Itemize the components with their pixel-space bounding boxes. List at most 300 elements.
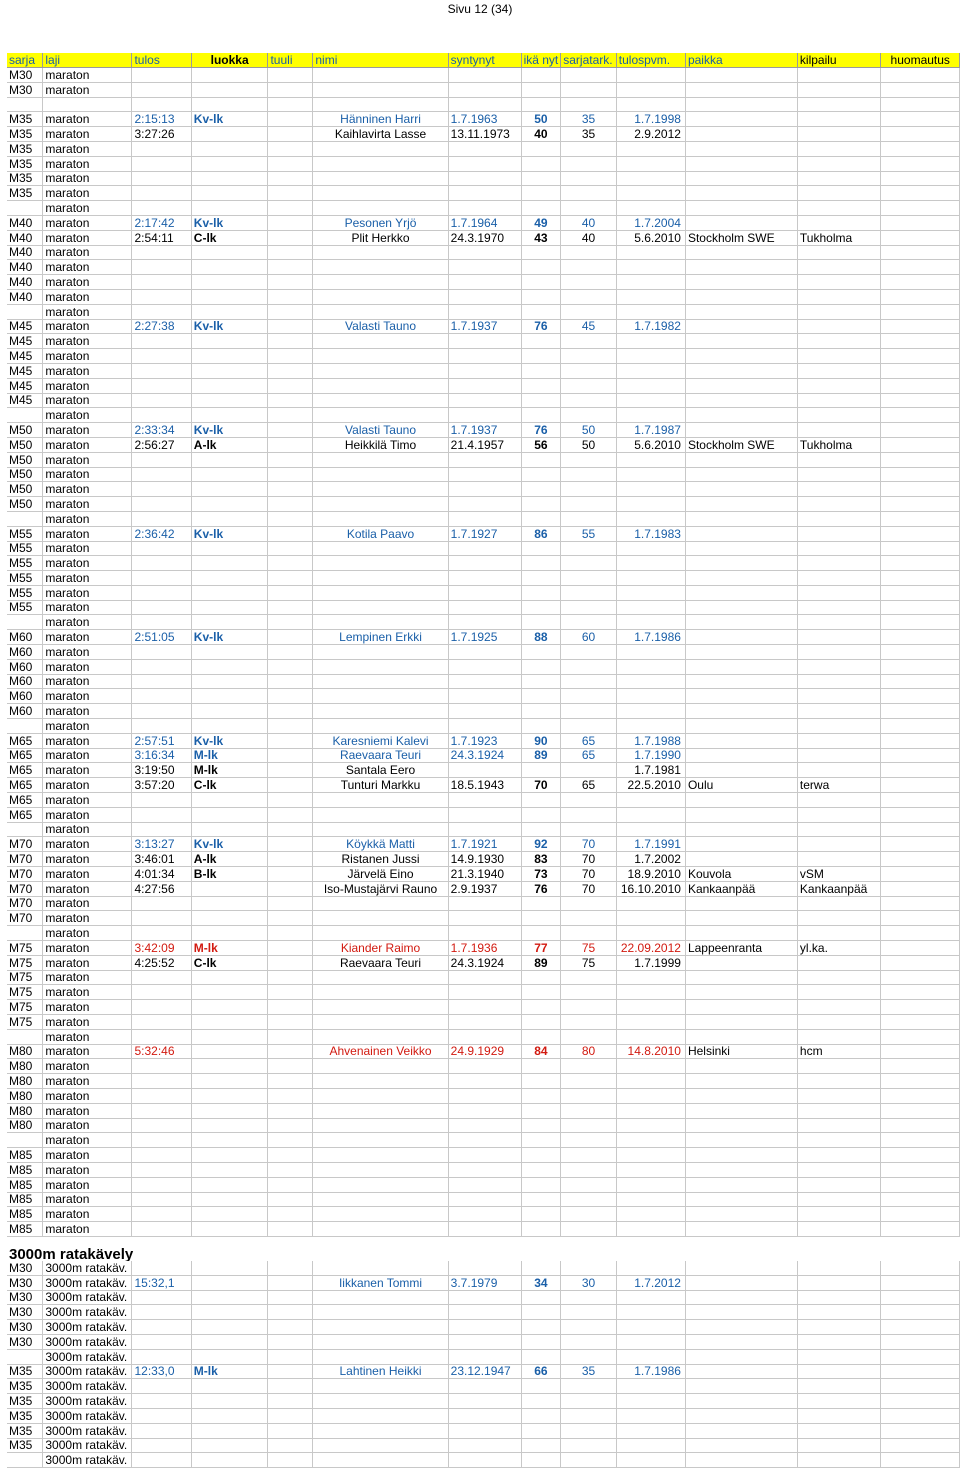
- cell-tulospvm: [616, 1000, 685, 1015]
- cell-sarjatark: [561, 896, 617, 911]
- cell-sarjatark: [561, 763, 617, 778]
- cell-nimi: [313, 334, 448, 349]
- cell-paikka: [685, 171, 797, 186]
- table-row: [7, 1074, 960, 1089]
- cell-huomautus: [881, 260, 960, 275]
- table-row: [7, 97, 960, 112]
- cell-laji: maraton: [43, 778, 132, 793]
- cell-kilpailu: [797, 186, 881, 201]
- cell-tuuli: [268, 704, 313, 719]
- table-row: [7, 600, 960, 615]
- cell-tuuli: [268, 793, 313, 808]
- cell-sarja: [7, 1029, 43, 1044]
- cell-tulospvm: [616, 304, 685, 319]
- cell-tulospvm: 1.7.1988: [616, 733, 685, 748]
- cell-tulos: 2:51:05: [132, 630, 191, 645]
- table-row: [7, 1334, 960, 1349]
- cell-nimi: [313, 1133, 448, 1148]
- cell-ika-nyt: [521, 1015, 561, 1030]
- cell-syntynyt: [448, 793, 521, 808]
- table-row: [7, 955, 960, 970]
- cell-nimi: Hänninen Harri: [313, 112, 448, 127]
- cell-syntynyt: [448, 1133, 521, 1148]
- cell-kilpailu: [797, 1222, 881, 1237]
- cell-syntynyt: [448, 1423, 521, 1438]
- cell-ika-nyt: [521, 68, 561, 83]
- cell-tulos: [132, 1379, 191, 1394]
- cell-paikka: [685, 704, 797, 719]
- cell-nimi: [313, 659, 448, 674]
- cell-ika-nyt: [521, 911, 561, 926]
- cell-kilpailu: [797, 733, 881, 748]
- cell-luokka: [191, 1044, 268, 1059]
- cell-tuuli: [268, 733, 313, 748]
- cell-nimi: [313, 1408, 448, 1423]
- cell-tulos: 2:15:13: [132, 112, 191, 127]
- cell-kilpailu: [797, 1162, 881, 1177]
- cell-laji: maraton: [43, 112, 132, 127]
- cell-syntynyt: [448, 807, 521, 822]
- cell-tuuli: [268, 1305, 313, 1320]
- cell-tuuli: [268, 970, 313, 985]
- cell-nimi: [313, 926, 448, 941]
- cell-sarjatark: [561, 674, 617, 689]
- cell-laji: 3000m ratakäv.: [43, 1364, 132, 1379]
- cell-tuuli: [268, 719, 313, 734]
- cell-ika-nyt: [521, 141, 561, 156]
- cell-tulospvm: [616, 68, 685, 83]
- cell-tulos: [132, 1059, 191, 1074]
- cell-luokka: [191, 704, 268, 719]
- cell-tulospvm: [616, 1349, 685, 1364]
- cell-ika-nyt: [521, 1222, 561, 1237]
- cell-laji: maraton: [43, 674, 132, 689]
- cell-syntynyt: [448, 186, 521, 201]
- cell-tulos: 2:56:27: [132, 437, 191, 452]
- cell-paikka: [685, 896, 797, 911]
- table-row: [7, 1261, 960, 1275]
- cell-tulospvm: [616, 82, 685, 97]
- cell-syntynyt: [448, 1438, 521, 1453]
- cell-nimi: [313, 985, 448, 1000]
- cell-kilpailu: [797, 1133, 881, 1148]
- table-row: [7, 659, 960, 674]
- table-row: [7, 437, 960, 452]
- cell-tulos: [132, 511, 191, 526]
- cell-tulos: [132, 408, 191, 423]
- cell-paikka: [685, 82, 797, 97]
- cell-tuuli: [268, 156, 313, 171]
- cell-sarjatark: [561, 1261, 617, 1275]
- cell-sarja: [7, 201, 43, 216]
- cell-tulospvm: 1.7.1986: [616, 630, 685, 645]
- cell-huomautus: [881, 363, 960, 378]
- cell-huomautus: [881, 1453, 960, 1468]
- cell-sarjatark: [561, 985, 617, 1000]
- cell-tuuli: [268, 275, 313, 290]
- cell-sarja: M50: [7, 497, 43, 512]
- results-table: [7, 53, 960, 1468]
- cell-tulos: [132, 585, 191, 600]
- cell-tulospvm: [616, 645, 685, 660]
- table-row: [7, 733, 960, 748]
- cell-paikka: [685, 763, 797, 778]
- cell-laji: maraton: [43, 1074, 132, 1089]
- cell-kilpailu: [797, 955, 881, 970]
- cell-laji: maraton: [43, 156, 132, 171]
- cell-ika-nyt: [521, 645, 561, 660]
- col-header-nimi: nimi: [313, 53, 448, 68]
- cell-ika-nyt: [521, 1192, 561, 1207]
- cell-tulos: [132, 1029, 191, 1044]
- cell-kilpailu: [797, 896, 881, 911]
- cell-syntynyt: [448, 1000, 521, 1015]
- cell-luokka: [191, 141, 268, 156]
- cell-huomautus: [881, 911, 960, 926]
- cell-tuuli: [268, 1334, 313, 1349]
- cell-kilpailu: [797, 378, 881, 393]
- cell-kilpailu: [797, 97, 881, 112]
- cell-sarja: M30: [7, 1305, 43, 1320]
- cell-huomautus: [881, 600, 960, 615]
- cell-syntynyt: 1.7.1925: [448, 630, 521, 645]
- cell-sarja: M35: [7, 112, 43, 127]
- section-title: 3000m ratakävely: [9, 1245, 134, 1261]
- cell-tulospvm: [616, 275, 685, 290]
- cell-ika-nyt: [521, 970, 561, 985]
- cell-tulospvm: [616, 408, 685, 423]
- cell-luokka: [191, 926, 268, 941]
- cell-sarjatark: [561, 541, 617, 556]
- cell-kilpailu: hcm: [797, 1044, 881, 1059]
- cell-kilpailu: [797, 1059, 881, 1074]
- cell-ika-nyt: [521, 1074, 561, 1089]
- cell-sarja: M35: [7, 156, 43, 171]
- col-header-huomautus: huomautus: [881, 53, 960, 68]
- cell-syntynyt: [448, 363, 521, 378]
- table-row: [7, 497, 960, 512]
- cell-luokka: [191, 719, 268, 734]
- cell-syntynyt: [448, 911, 521, 926]
- cell-huomautus: [881, 763, 960, 778]
- cell-tulos: [132, 1423, 191, 1438]
- cell-laji: maraton: [43, 408, 132, 423]
- table-row: [7, 674, 960, 689]
- cell-laji: maraton: [43, 363, 132, 378]
- cell-paikka: [685, 1015, 797, 1030]
- cell-sarja: M85: [7, 1162, 43, 1177]
- cell-tulospvm: 2.9.2012: [616, 127, 685, 142]
- cell-kilpailu: [797, 393, 881, 408]
- cell-ika-nyt: [521, 1059, 561, 1074]
- cell-sarjatark: 45: [561, 319, 617, 334]
- cell-sarjatark: 55: [561, 526, 617, 541]
- cell-tulospvm: 16.10.2010: [616, 881, 685, 896]
- cell-syntynyt: [448, 1059, 521, 1074]
- cell-kilpailu: [797, 615, 881, 630]
- col-header-tuuli: tuuli: [268, 53, 313, 68]
- cell-laji: 3000m ratakäv.: [43, 1305, 132, 1320]
- cell-syntynyt: [448, 260, 521, 275]
- cell-tuuli: [268, 1192, 313, 1207]
- cell-ika-nyt: [521, 1148, 561, 1163]
- cell-paikka: [685, 1133, 797, 1148]
- cell-nimi: [313, 201, 448, 216]
- cell-tulos: 12:33,0: [132, 1364, 191, 1379]
- cell-tulos: [132, 171, 191, 186]
- cell-paikka: Kankaanpää: [685, 881, 797, 896]
- cell-tulos: [132, 659, 191, 674]
- cell-nimi: [313, 275, 448, 290]
- cell-tulos: [132, 1000, 191, 1015]
- col-header-tulospvm: tulospvm.: [616, 53, 685, 68]
- cell-tulospvm: [616, 911, 685, 926]
- cell-tulospvm: [616, 674, 685, 689]
- cell-tuuli: [268, 1044, 313, 1059]
- cell-tuuli: [268, 1349, 313, 1364]
- cell-huomautus: [881, 733, 960, 748]
- cell-syntynyt: [448, 1320, 521, 1335]
- cell-tuuli: [268, 437, 313, 452]
- cell-kilpailu: [797, 1364, 881, 1379]
- cell-tulospvm: [616, 511, 685, 526]
- cell-huomautus: [881, 615, 960, 630]
- cell-kilpailu: [797, 526, 881, 541]
- table-row: [7, 1379, 960, 1394]
- cell-huomautus: [881, 82, 960, 97]
- cell-tulospvm: [616, 985, 685, 1000]
- cell-nimi: [313, 1290, 448, 1305]
- cell-sarja: M30: [7, 1320, 43, 1335]
- cell-sarjatark: [561, 1379, 617, 1394]
- cell-paikka: [685, 1379, 797, 1394]
- table-row: [7, 719, 960, 734]
- cell-tulos: [132, 1177, 191, 1192]
- cell-luokka: [191, 822, 268, 837]
- cell-tulos: [132, 571, 191, 586]
- cell-sarja: [7, 1133, 43, 1148]
- cell-ika-nyt: [521, 585, 561, 600]
- table-row: [7, 1118, 960, 1133]
- cell-tuuli: [268, 926, 313, 941]
- cell-laji: maraton: [43, 1192, 132, 1207]
- cell-syntynyt: [448, 68, 521, 83]
- cell-huomautus: [881, 1290, 960, 1305]
- cell-paikka: [685, 985, 797, 1000]
- cell-syntynyt: 23.12.1947: [448, 1364, 521, 1379]
- cell-tulospvm: [616, 245, 685, 260]
- col-header-sarja: sarja: [7, 53, 43, 68]
- cell-laji: maraton: [43, 541, 132, 556]
- cell-ika-nyt: [521, 1394, 561, 1409]
- cell-laji: maraton: [43, 1059, 132, 1074]
- cell-kilpailu: [797, 349, 881, 364]
- cell-huomautus: [881, 319, 960, 334]
- cell-luokka: [191, 408, 268, 423]
- cell-kilpailu: [797, 68, 881, 83]
- cell-nimi: [313, 68, 448, 83]
- cell-nimi: [313, 171, 448, 186]
- cell-huomautus: [881, 1177, 960, 1192]
- cell-nimi: [313, 511, 448, 526]
- cell-tulos: [132, 985, 191, 1000]
- cell-kilpailu: [797, 1349, 881, 1364]
- cell-paikka: [685, 585, 797, 600]
- table-row: [7, 378, 960, 393]
- cell-kilpailu: [797, 630, 881, 645]
- cell-paikka: [685, 556, 797, 571]
- cell-nimi: Santala Eero: [313, 763, 448, 778]
- cell-sarjatark: 75: [561, 941, 617, 956]
- cell-tuuli: [268, 334, 313, 349]
- cell-syntynyt: [448, 82, 521, 97]
- cell-luokka: C-lk: [191, 778, 268, 793]
- cell-syntynyt: [448, 1261, 521, 1275]
- table-row: [7, 334, 960, 349]
- cell-tulospvm: [616, 1261, 685, 1275]
- cell-kilpailu: [797, 985, 881, 1000]
- cell-tulospvm: [616, 585, 685, 600]
- cell-luokka: [191, 585, 268, 600]
- cell-laji: 3000m ratakäv.: [43, 1423, 132, 1438]
- cell-tulospvm: [616, 393, 685, 408]
- cell-tuuli: [268, 423, 313, 438]
- cell-syntynyt: [448, 1074, 521, 1089]
- cell-laji: maraton: [43, 1015, 132, 1030]
- cell-kilpailu: [797, 1379, 881, 1394]
- cell-tuuli: [268, 748, 313, 763]
- cell-sarja: M50: [7, 437, 43, 452]
- cell-syntynyt: [448, 674, 521, 689]
- cell-tuuli: [268, 852, 313, 867]
- cell-huomautus: [881, 482, 960, 497]
- cell-kilpailu: [797, 112, 881, 127]
- cell-syntynyt: [448, 482, 521, 497]
- cell-kilpailu: [797, 1148, 881, 1163]
- cell-nimi: [313, 467, 448, 482]
- cell-ika-nyt: [521, 1029, 561, 1044]
- cell-laji: maraton: [43, 807, 132, 822]
- cell-laji: 3000m ratakäv.: [43, 1349, 132, 1364]
- table-row: [7, 807, 960, 822]
- cell-tulos: 3:13:27: [132, 837, 191, 852]
- cell-nimi: Plit Herkko: [313, 230, 448, 245]
- cell-laji: maraton: [43, 511, 132, 526]
- cell-syntynyt: [448, 1305, 521, 1320]
- cell-tulos: [132, 615, 191, 630]
- cell-laji: maraton: [43, 556, 132, 571]
- cell-syntynyt: [448, 304, 521, 319]
- column-header-row: [7, 53, 960, 68]
- cell-huomautus: [881, 156, 960, 171]
- cell-paikka: [685, 201, 797, 216]
- table-row: [7, 704, 960, 719]
- cell-sarjatark: 40: [561, 230, 617, 245]
- cell-tulospvm: 1.7.2012: [616, 1275, 685, 1290]
- cell-luokka: Kv-lk: [191, 630, 268, 645]
- cell-tuuli: [268, 556, 313, 571]
- cell-syntynyt: [448, 1177, 521, 1192]
- cell-huomautus: [881, 97, 960, 112]
- cell-sarjatark: [561, 1015, 617, 1030]
- cell-nimi: Iikkanen Tommi: [313, 1275, 448, 1290]
- cell-tulos: [132, 201, 191, 216]
- cell-kilpailu: [797, 1423, 881, 1438]
- cell-tulos: [132, 156, 191, 171]
- cell-laji: maraton: [43, 334, 132, 349]
- table-row: [7, 275, 960, 290]
- cell-kilpailu: terwa: [797, 778, 881, 793]
- table-row: [7, 1162, 960, 1177]
- cell-sarjatark: [561, 186, 617, 201]
- cell-sarja: M55: [7, 571, 43, 586]
- table-row: [7, 1029, 960, 1044]
- cell-paikka: [685, 1192, 797, 1207]
- cell-syntynyt: [448, 704, 521, 719]
- cell-tuuli: [268, 319, 313, 334]
- cell-kilpailu: [797, 511, 881, 526]
- cell-paikka: [685, 541, 797, 556]
- cell-paikka: [685, 186, 797, 201]
- cell-ika-nyt: [521, 793, 561, 808]
- cell-kilpailu: [797, 1275, 881, 1290]
- cell-laji: maraton: [43, 186, 132, 201]
- cell-paikka: [685, 141, 797, 156]
- cell-sarja: M30: [7, 68, 43, 83]
- cell-paikka: [685, 1029, 797, 1044]
- cell-sarja: M75: [7, 955, 43, 970]
- cell-laji: maraton: [43, 1177, 132, 1192]
- cell-kilpailu: [797, 260, 881, 275]
- cell-sarjatark: 50: [561, 437, 617, 452]
- cell-ika-nyt: [521, 497, 561, 512]
- cell-luokka: Kv-lk: [191, 215, 268, 230]
- cell-sarja: M60: [7, 659, 43, 674]
- cell-tulos: [132, 245, 191, 260]
- cell-tuuli: [268, 1438, 313, 1453]
- cell-huomautus: [881, 689, 960, 704]
- cell-luokka: [191, 600, 268, 615]
- cell-sarja: M80: [7, 1088, 43, 1103]
- cell-tulospvm: [616, 482, 685, 497]
- cell-paikka: [685, 1438, 797, 1453]
- cell-tulos: 5:32:46: [132, 1044, 191, 1059]
- cell-tulos: [132, 1305, 191, 1320]
- cell-nimi: Heikkilä Timo: [313, 437, 448, 452]
- cell-tuuli: [268, 822, 313, 837]
- cell-luokka: [191, 1438, 268, 1453]
- cell-tulos: 15:32,1: [132, 1275, 191, 1290]
- cell-sarja: M85: [7, 1222, 43, 1237]
- cell-tulospvm: [616, 689, 685, 704]
- cell-tuuli: [268, 1453, 313, 1468]
- cell-sarjatark: [561, 1133, 617, 1148]
- cell-tuuli: [268, 289, 313, 304]
- cell-sarjatark: [561, 511, 617, 526]
- cell-luokka: [191, 275, 268, 290]
- cell-luokka: [191, 260, 268, 275]
- cell-tuuli: [268, 171, 313, 186]
- cell-sarja: M35: [7, 171, 43, 186]
- cell-luokka: [191, 82, 268, 97]
- cell-tulos: [132, 822, 191, 837]
- cell-paikka: [685, 304, 797, 319]
- cell-tulospvm: 1.7.2002: [616, 852, 685, 867]
- cell-sarja: M65: [7, 793, 43, 808]
- cell-tulos: [132, 896, 191, 911]
- cell-luokka: [191, 1222, 268, 1237]
- cell-luokka: [191, 378, 268, 393]
